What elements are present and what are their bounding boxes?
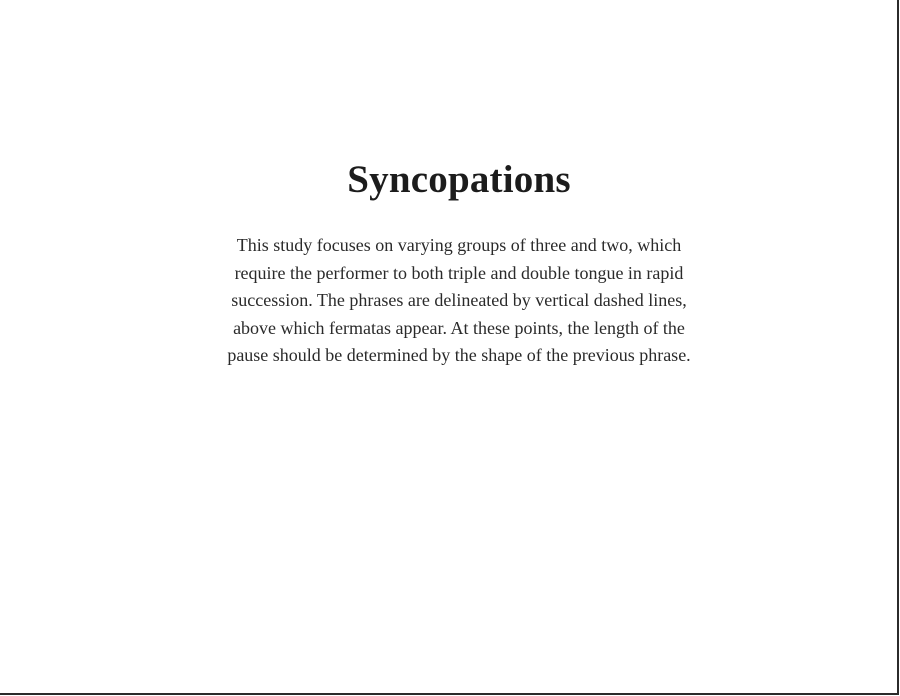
page-title: Syncopations xyxy=(347,158,571,202)
paragraph-line: succession. The phrases are delineated by vertical dashed lines, xyxy=(231,290,687,310)
paragraph-line: This study focuses on varying groups of three and two, which xyxy=(236,235,682,255)
paragraph-line: above which fermatas appear. At these points, the length of the xyxy=(233,317,685,338)
paragraph-line: pause should be determined by the shape of the previous phrase. xyxy=(227,345,691,365)
paragraph-line: require the performer to both triple and double tongue in rapid xyxy=(234,262,684,283)
description-paragraph xyxy=(190,232,728,370)
